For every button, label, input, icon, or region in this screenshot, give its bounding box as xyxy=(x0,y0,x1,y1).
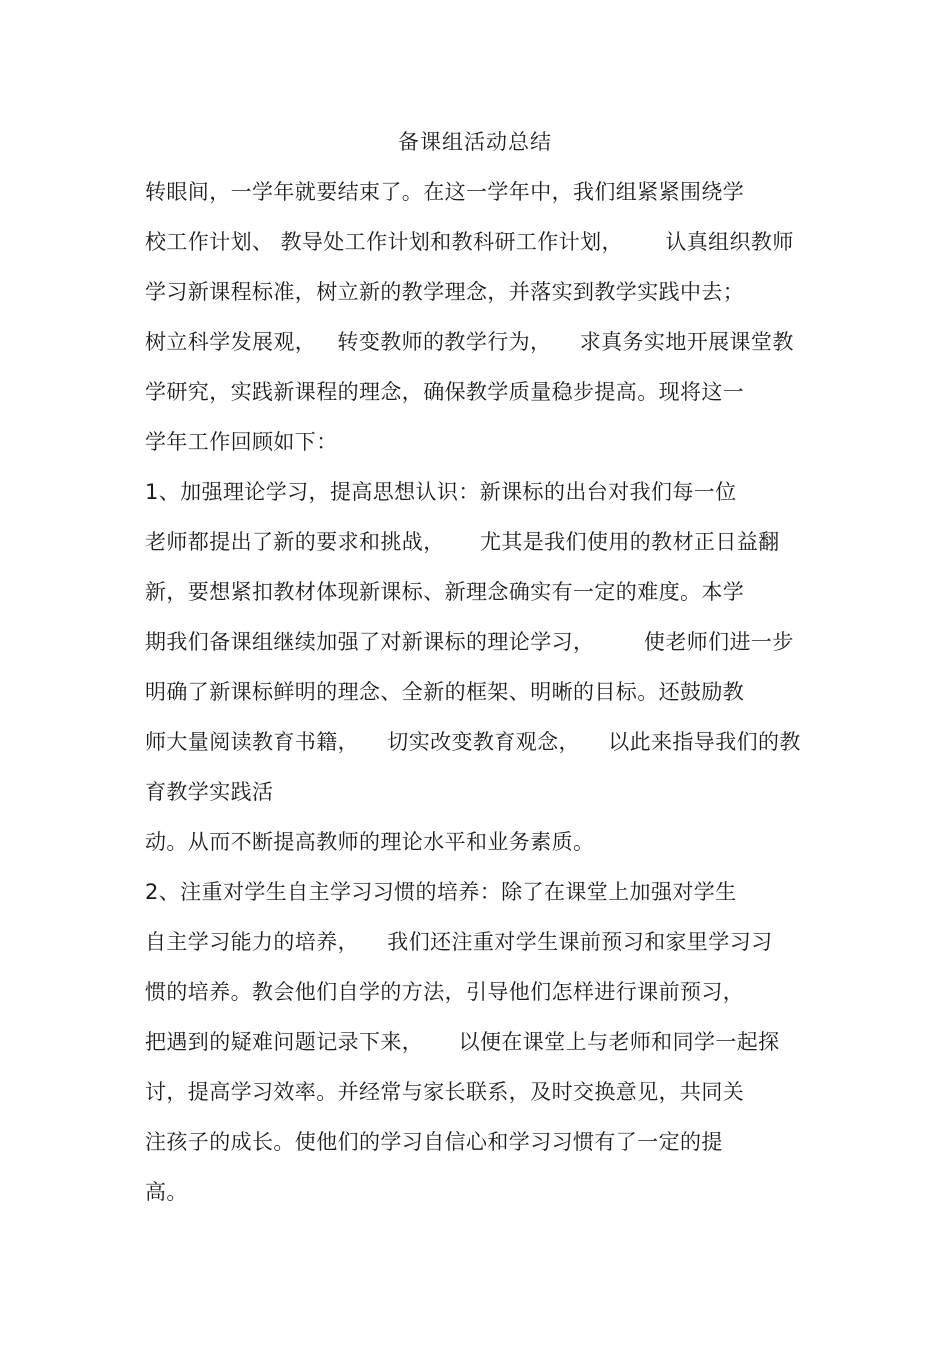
body-line: 2、注重对学生自主学习习惯的培养：除了在课堂上加强对学生 xyxy=(145,880,737,904)
body-line: 学年工作回顾如下： xyxy=(145,430,338,454)
body-line: 学习新课程标准，树立新的教学理念，并落实到教学实践中去； xyxy=(145,280,745,304)
document-title: 备课组活动总结 xyxy=(398,130,552,154)
body-line: 动。从而不断提高教师的理论水平和业务素质。 xyxy=(145,830,595,854)
body-line: 讨，提高学习效率。并经常与家长联系，及时交换意见，共同关 xyxy=(145,1080,745,1104)
body-line: 学研究，实践新课程的理念，确保教学质量稳步提高。现将这一 xyxy=(145,380,745,404)
body-line: 师大量阅读教育书籍， 切实改变教育观念， 以此来指导我们的教 xyxy=(145,730,801,754)
body-line: 明确了新课标鲜明的理念、全新的框架、明晰的目标。还鼓励教 xyxy=(145,680,745,704)
body-line: 新，要想紧扣教材体现新课标、新理念确实有一定的难度。本学 xyxy=(145,580,745,604)
body-line: 高。 xyxy=(145,1180,188,1204)
body-line: 树立科学发展观， 转变教师的教学行为， 求真务实地开展课堂教 xyxy=(145,330,794,354)
body-line: 期我们备课组继续加强了对新课标的理论学习， 使老师们进一步 xyxy=(145,630,794,654)
body-line: 把遇到的疑难问题记录下来， 以便在课堂上与老师和同学一起探 xyxy=(145,1030,780,1054)
body-line: 校工作计划、 教导处工作计划和教科研工作计划， 认真组织教师 xyxy=(145,230,794,254)
body-line: 自主学习能力的培养， 我们还注重对学生课前预习和家里学习习 xyxy=(145,930,773,954)
body-line: 惯的培养。教会他们自学的方法，引导他们怎样进行课前预习， xyxy=(145,980,745,1004)
body-line: 1、加强理论学习，提高思想认识：新课标的出台对我们每一位 xyxy=(145,480,737,504)
body-line: 转眼间，一学年就要结束了。在这一学年中，我们组紧紧围绕学 xyxy=(145,180,745,204)
document-body xyxy=(145,173,825,1223)
body-line: 育教学实践活 xyxy=(145,780,274,804)
body-line: 老师都提出了新的要求和挑战， 尤其是我们使用的教材正日益翻 xyxy=(145,530,780,554)
body-line: 注孩子的成长。使他们的学习自信心和学习习惯有了一定的提 xyxy=(145,1130,723,1154)
